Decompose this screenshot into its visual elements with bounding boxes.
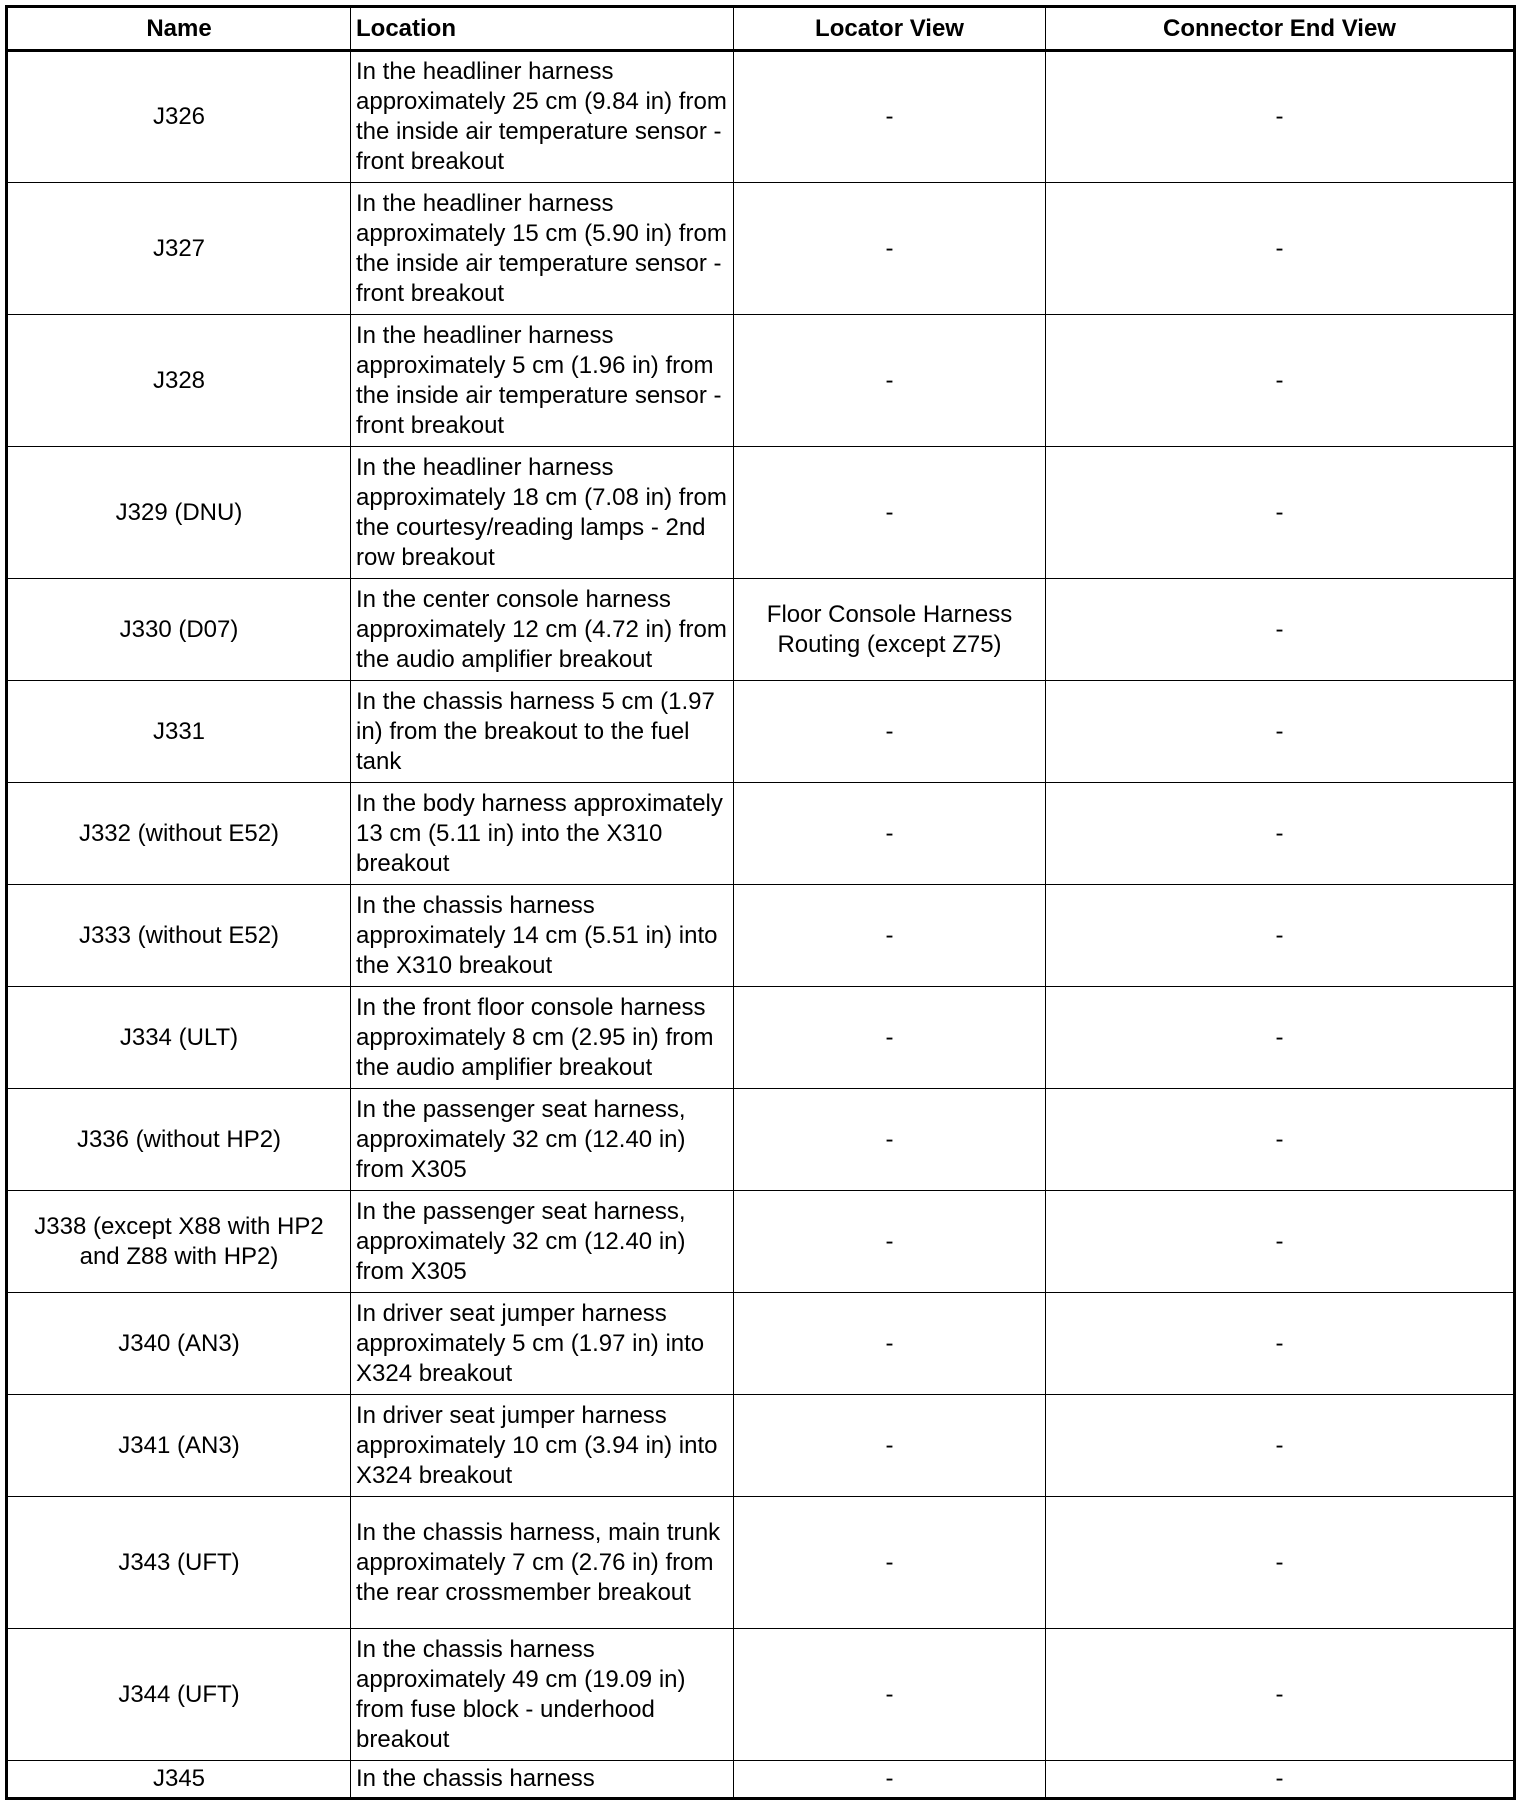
table-header	[7, 7, 1515, 51]
cell-connector-end-view: -	[1046, 783, 1515, 885]
connector-location-table	[5, 5, 1516, 1800]
table-body	[7, 51, 1515, 1799]
cell-name: J332 (without E52)	[7, 783, 351, 885]
cell-locator-view: -	[734, 1293, 1046, 1395]
table-row	[7, 183, 1515, 315]
cell-connector-end-view: -	[1046, 885, 1515, 987]
table-row	[7, 51, 1515, 183]
cell-locator-view: -	[734, 1629, 1046, 1761]
cell-connector-end-view: -	[1046, 315, 1515, 447]
cell-name: J330 (D07)	[7, 579, 351, 681]
cell-locator-view: -	[734, 1497, 1046, 1629]
cell-name: J327	[7, 183, 351, 315]
cell-location: In driver seat jumper harness approximately 5 cm (1.97 in) into X324 breakout	[351, 1293, 734, 1395]
cell-name: J331	[7, 681, 351, 783]
cell-location: In the headliner harness approximately 25 cm (9.84 in) from the inside air temperature sensor - front breakout	[351, 51, 734, 183]
cell-connector-end-view: -	[1046, 51, 1515, 183]
cell-connector-end-view: -	[1046, 1395, 1515, 1497]
cell-locator-view: -	[734, 1089, 1046, 1191]
cell-locator-view: -	[734, 1761, 1046, 1799]
cell-connector-end-view: -	[1046, 1191, 1515, 1293]
cell-connector-end-view: -	[1046, 447, 1515, 579]
cell-locator-view: Floor Console Harness Routing (except Z75)	[734, 579, 1046, 681]
cell-connector-end-view: -	[1046, 579, 1515, 681]
cell-connector-end-view: -	[1046, 1497, 1515, 1629]
cell-connector-end-view: -	[1046, 681, 1515, 783]
table-row	[7, 1629, 1515, 1761]
cell-name: J329 (DNU)	[7, 447, 351, 579]
cell-connector-end-view: -	[1046, 1293, 1515, 1395]
cell-location: In the front floor console harness approximately 8 cm (2.95 in) from the audio amplifier breakout	[351, 987, 734, 1089]
cell-name: J345	[7, 1761, 351, 1799]
cell-location: In the body harness approximately 13 cm (5.11 in) into the X310 breakout	[351, 783, 734, 885]
table-row	[7, 315, 1515, 447]
table-row	[7, 447, 1515, 579]
header-connector-end-view: Connector End View	[1046, 7, 1515, 51]
cell-name: J326	[7, 51, 351, 183]
cell-locator-view: -	[734, 447, 1046, 579]
cell-connector-end-view: -	[1046, 987, 1515, 1089]
table-row	[7, 1293, 1515, 1395]
cell-location: In the passenger seat harness, approximately 32 cm (12.40 in) from X305	[351, 1191, 734, 1293]
table-row	[7, 1761, 1515, 1799]
cell-locator-view: -	[734, 183, 1046, 315]
cell-location: In the chassis harness	[351, 1761, 734, 1799]
header-location: Location	[351, 7, 734, 51]
cell-locator-view: -	[734, 681, 1046, 783]
cell-name: J338 (except X88 with HP2 and Z88 with HP2)	[7, 1191, 351, 1293]
cell-location: In the passenger seat harness, approximately 32 cm (12.40 in) from X305	[351, 1089, 734, 1191]
cell-locator-view: -	[734, 315, 1046, 447]
table-row	[7, 885, 1515, 987]
header-locator-view: Locator View	[734, 7, 1046, 51]
cell-location: In the chassis harness 5 cm (1.97 in) from the breakout to the fuel tank	[351, 681, 734, 783]
cell-location: In driver seat jumper harness approximately 10 cm (3.94 in) into X324 breakout	[351, 1395, 734, 1497]
table-row	[7, 1089, 1515, 1191]
cell-name: J344 (UFT)	[7, 1629, 351, 1761]
cell-name: J341 (AN3)	[7, 1395, 351, 1497]
cell-connector-end-view: -	[1046, 183, 1515, 315]
header-name: Name	[7, 7, 351, 51]
cell-locator-view: -	[734, 1395, 1046, 1497]
cell-location: In the headliner harness approximately 15 cm (5.90 in) from the inside air temperature sensor - front breakout	[351, 183, 734, 315]
cell-locator-view: -	[734, 51, 1046, 183]
cell-name: J334 (ULT)	[7, 987, 351, 1089]
table-row	[7, 783, 1515, 885]
cell-locator-view: -	[734, 783, 1046, 885]
cell-locator-view: -	[734, 885, 1046, 987]
table-row	[7, 1191, 1515, 1293]
cell-locator-view: -	[734, 987, 1046, 1089]
cell-location: In the center console harness approximately 12 cm (4.72 in) from the audio amplifier breakout	[351, 579, 734, 681]
table-row	[7, 987, 1515, 1089]
cell-location: In the chassis harness approximately 14 cm (5.51 in) into the X310 breakout	[351, 885, 734, 987]
cell-location: In the headliner harness approximately 5 cm (1.96 in) from the inside air temperature sensor - front breakout	[351, 315, 734, 447]
cell-connector-end-view: -	[1046, 1089, 1515, 1191]
table-row	[7, 681, 1515, 783]
cell-name: J343 (UFT)	[7, 1497, 351, 1629]
cell-name: J336 (without HP2)	[7, 1089, 351, 1191]
table-row	[7, 1497, 1515, 1629]
cell-name: J333 (without E52)	[7, 885, 351, 987]
cell-name: J340 (AN3)	[7, 1293, 351, 1395]
cell-location: In the chassis harness approximately 49 cm (19.09 in) from fuse block - underhood breakout	[351, 1629, 734, 1761]
header-row	[7, 7, 1515, 51]
table-row	[7, 579, 1515, 681]
cell-locator-view: -	[734, 1191, 1046, 1293]
cell-location: In the chassis harness, main trunk approximately 7 cm (2.76 in) from the rear crossmember breakout	[351, 1497, 734, 1629]
cell-connector-end-view: -	[1046, 1761, 1515, 1799]
cell-location: In the headliner harness approximately 18 cm (7.08 in) from the courtesy/reading lamps - 2nd row breakout	[351, 447, 734, 579]
cell-connector-end-view: -	[1046, 1629, 1515, 1761]
cell-name: J328	[7, 315, 351, 447]
table-row	[7, 1395, 1515, 1497]
